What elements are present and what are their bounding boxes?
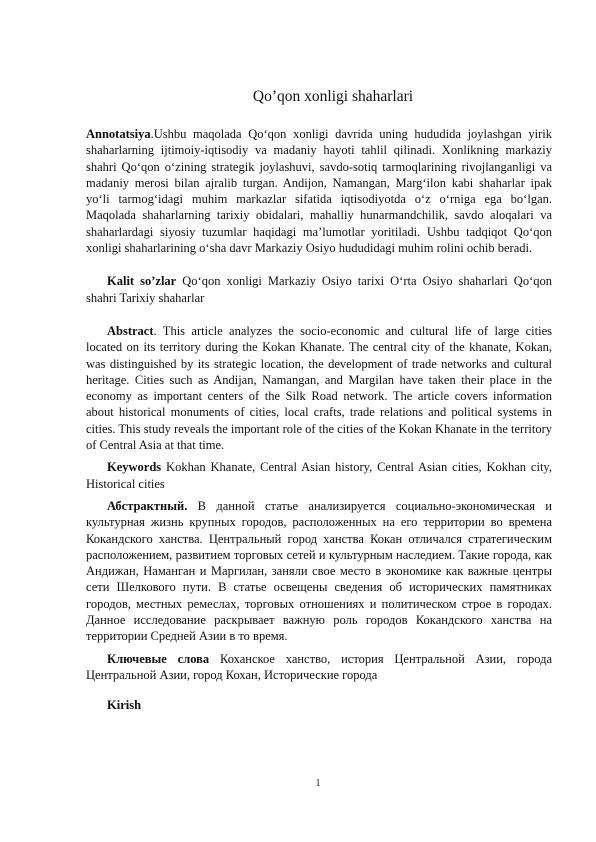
abstract-en-paragraph bbox=[86, 323, 552, 453]
intro-heading: Kirish bbox=[107, 698, 142, 713]
keywords-en-text: Kokhan Khanate, Central Asian history, Central Asian cities, Kokhan city, Historical cities bbox=[86, 460, 552, 491]
paper-body bbox=[86, 126, 552, 714]
abstract-ru-text: В данной статье анализируется социально-экономическая и культурная жизнь крупных городов, расположенных на его территории во времена Кокандского ханства. Центральный город ханства Кокан отличался стратегическим расположением, развитием торговых сетей и культурным наследием. Такие города, как Андижан, Наманган и Маргилан, заняли свое место в экономике как важные центры сети Шелкового пути. В статье освещены сведения об исторических памятниках городов, местных ремеслах, торговых отношениях и политическом строе в городах. Данное исследование раскрывает важную роль городов Кокандского ханства на территории Средней Азии в то время. bbox=[86, 498, 552, 644]
annotation-paragraph bbox=[86, 126, 552, 256]
abstract-en-label: Abstract bbox=[107, 323, 154, 338]
keywords-en-paragraph bbox=[86, 459, 552, 492]
keywords-uz-text: Qo‘qon xonligi Markaziy Osiyo tarixi O‘rta Osiyo shaharlari Qo‘qon shahri Tarixiy shaharlar bbox=[86, 274, 552, 305]
annotation-label: Annotatsiya bbox=[86, 127, 151, 141]
paper-title: Qo’qon xonligi shaharlari bbox=[252, 88, 414, 105]
abstract-ru-label: Абстрактный. bbox=[107, 498, 188, 513]
annotation-text: .Ushbu maqolada Qo‘qon xonligi davrida uning hududida joylashgan yirik shaharlarning ijtimoiy-iqtisodiy va madaniy hayoti tahlil qilinadi. Xonlikning markaziy shahri Qo‘qon o‘zining strategik joylashuvi, savdo-sotiq tarmoqlarining rivojlanganligi va madaniy merosi bilan ajralib turgan. Andijon, Namangan, Marg‘ilon kabi shaharlar ipak yo‘li tarmog‘idagi muhim markazlar sifatida iqtisodiyotda o‘z o‘rniga ega bo‘lgan. Maqolada shaharlarning tarixiy obidalari, mahalliy hunarmandchilik, savdo aloqalari va shaharlardagi siyosiy tuzumlar haqidagi ma’lumotlar yoritiladi. Ushbu tadqiqot Qo‘qon xonligi shaharlarining o‘sha davr Markaziy Osiyo hududidagi muhim rolini ochib beradi. bbox=[86, 127, 552, 256]
keywords-ru-text: Коханское ханство, история Центральной Азии, города Центральной Азии, город Кохан, Исторические города bbox=[86, 651, 553, 682]
abstract-ru-paragraph bbox=[86, 498, 552, 645]
keywords-uz-label: Kalit so’zlar bbox=[107, 274, 177, 289]
intro-heading-paragraph bbox=[86, 697, 552, 713]
keywords-ru-paragraph bbox=[86, 651, 552, 684]
page-number: 1 bbox=[315, 778, 321, 789]
abstract-en-text: . This article analyzes the socio-economic and cultural life of large cities located on its territory during the Kokan Khanate. The central city of the khanate, Kokan, was distinguished by its strategic location, the development of trade networks and cultural heritage. Cities such as Andijan, Namangan, and Margilan have taken their place in the economy as important centers of the Silk Road network. The article covers information about historical monuments of cities, local crafts, trade relations and political systems in cities. This study reveals the important role of the cities of the Kokan Khanate in the territory of Central Asia at that time. bbox=[86, 323, 552, 453]
keywords-en-label: Keywords bbox=[107, 460, 162, 475]
keywords-ru-label: Ключевые слова bbox=[107, 651, 210, 666]
keywords-uz-paragraph bbox=[86, 273, 552, 306]
